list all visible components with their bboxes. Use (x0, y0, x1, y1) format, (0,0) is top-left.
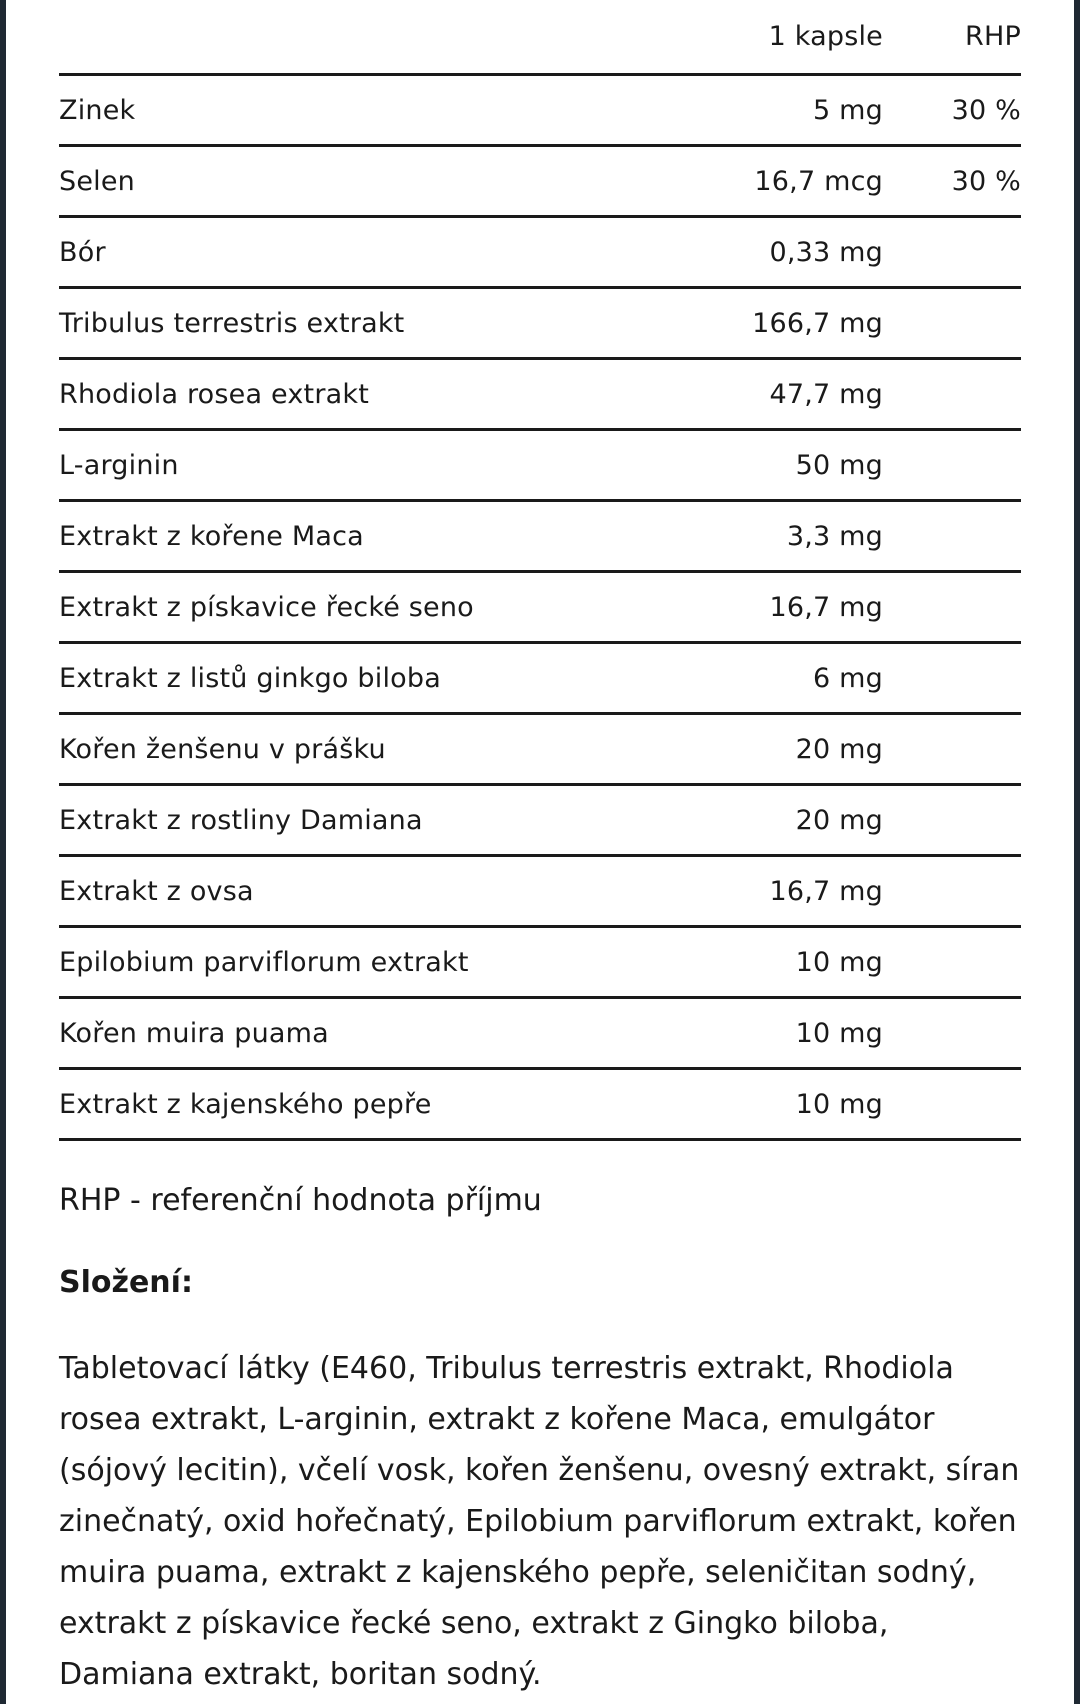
table-row (59, 288, 1021, 359)
row-amount: 47,7 mg (679, 359, 883, 430)
row-name: Extrakt z listů ginkgo biloba (59, 643, 679, 714)
table-header-row (59, 0, 1021, 75)
row-amount: 16,7 mcg (679, 146, 883, 217)
row-amount: 50 mg (679, 430, 883, 501)
row-rhp (883, 927, 1021, 998)
row-rhp (883, 430, 1021, 501)
row-name: Zinek (59, 75, 679, 146)
row-amount: 16,7 mg (679, 856, 883, 927)
row-rhp (883, 1069, 1021, 1140)
page (6, 0, 1074, 1704)
row-rhp (883, 288, 1021, 359)
row-amount: 3,3 mg (679, 501, 883, 572)
row-name: Rhodiola rosea extrakt (59, 359, 679, 430)
table-row (59, 75, 1021, 146)
table-body (59, 75, 1021, 1140)
table-row (59, 217, 1021, 288)
row-name: Extrakt z kořene Maca (59, 501, 679, 572)
row-name: Extrakt z pískavice řecké seno (59, 572, 679, 643)
row-amount: 5 mg (679, 75, 883, 146)
rhp-note: RHP - referenční hodnota příjmu (59, 1183, 542, 1218)
table-row (59, 714, 1021, 785)
header-rhp: RHP (883, 0, 1021, 75)
row-name: Bór (59, 217, 679, 288)
table-row (59, 998, 1021, 1069)
row-amount: 0,33 mg (679, 217, 883, 288)
row-rhp (883, 856, 1021, 927)
table-row (59, 146, 1021, 217)
composition-heading: Složení: (59, 1265, 193, 1300)
row-rhp (883, 217, 1021, 288)
row-amount: 10 mg (679, 1069, 883, 1140)
row-rhp (883, 359, 1021, 430)
row-rhp (883, 501, 1021, 572)
row-amount: 20 mg (679, 714, 883, 785)
table-row (59, 572, 1021, 643)
table-row (59, 1069, 1021, 1140)
row-name: Kořen muira puama (59, 998, 679, 1069)
row-rhp (883, 998, 1021, 1069)
row-rhp (883, 572, 1021, 643)
table-row (59, 927, 1021, 998)
row-name: Extrakt z ovsa (59, 856, 679, 927)
row-rhp (883, 785, 1021, 856)
table-row (59, 856, 1021, 927)
row-name: Extrakt z rostliny Damiana (59, 785, 679, 856)
row-name: Extrakt z kajenského pepře (59, 1069, 679, 1140)
row-name: Tribulus terrestris extrakt (59, 288, 679, 359)
row-rhp: 30 % (883, 75, 1021, 146)
row-amount: 20 mg (679, 785, 883, 856)
composition-text: Tabletovací látky (E460, Tribulus terrestris extrakt, Rhodiola rosea extrakt, L-arginin, extrakt z kořene Maca, emulgátor (sójový lecitin), včelí vosk, kořen ženšenu, ovesný extrakt, síran zinečnatý, oxid hořečnatý, Epilobium parviflorum extrakt, kořen muira puama, extrakt z kajenského pepře, seleničitan sodný, extrakt z pískavice řecké seno, extrakt z Gingko biloba, Damiana extrakt, boritan sodný. (59, 1351, 1020, 1692)
row-amount: 10 mg (679, 998, 883, 1069)
table-row (59, 785, 1021, 856)
row-rhp (883, 714, 1021, 785)
table-row (59, 643, 1021, 714)
table-row (59, 501, 1021, 572)
row-rhp: 30 % (883, 146, 1021, 217)
row-name: Selen (59, 146, 679, 217)
row-amount: 6 mg (679, 643, 883, 714)
header-name (59, 0, 679, 75)
row-amount: 10 mg (679, 927, 883, 998)
nutrition-table (59, 0, 1021, 1141)
table-row (59, 359, 1021, 430)
row-amount: 16,7 mg (679, 572, 883, 643)
row-name: Epilobium parviflorum extrakt (59, 927, 679, 998)
table-row (59, 430, 1021, 501)
header-amount: 1 kapsle (679, 0, 883, 75)
row-name: L-arginin (59, 430, 679, 501)
content (59, 0, 1021, 1700)
row-rhp (883, 643, 1021, 714)
row-name: Kořen ženšenu v prášku (59, 714, 679, 785)
row-amount: 166,7 mg (679, 288, 883, 359)
